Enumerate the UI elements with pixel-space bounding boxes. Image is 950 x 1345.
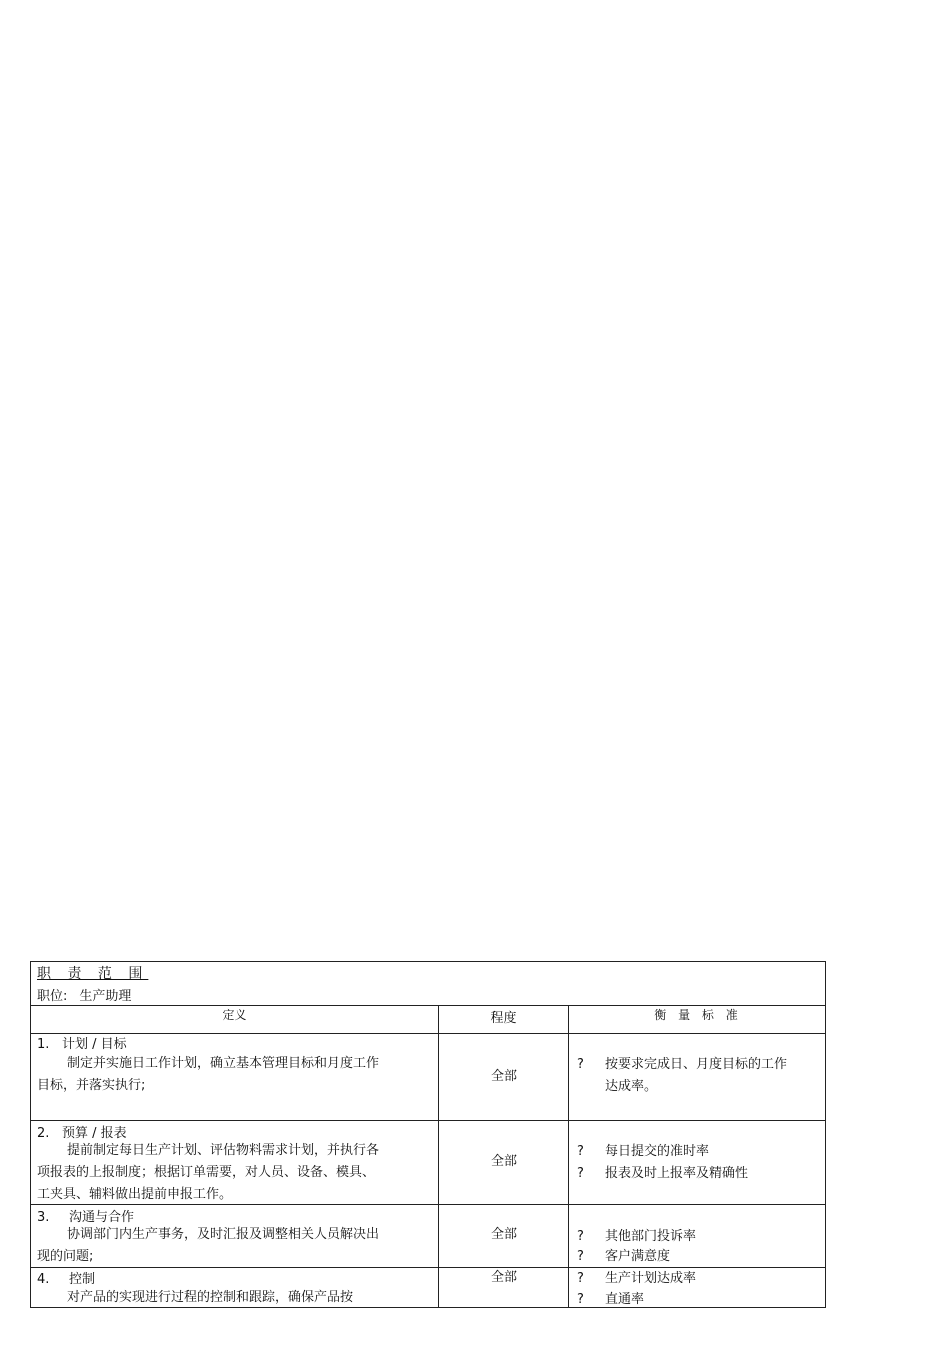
row-number: 3. <box>37 1210 50 1225</box>
criteria-item <box>577 1289 795 1311</box>
row-title-text: 沟通与合作 <box>69 1210 135 1225</box>
row-criteria <box>577 1226 795 1268</box>
row-title-text: 预算 / 报表 <box>62 1126 127 1141</box>
criteria-item <box>577 1268 795 1290</box>
criteria-text: 每日提交的准时率 <box>605 1144 710 1159</box>
table-title: 职 责 范 围 <box>37 966 149 982</box>
row-title <box>37 1206 134 1225</box>
row-divider <box>31 1120 825 1121</box>
row-divider <box>31 1033 825 1034</box>
row-definition: 提前制定每日生产计划、评估物料需求计划，并执行各项报表的上报制度；根据订单需要，对人员、设备、模具、工夹具、辅料做出提前申报工作。 <box>37 1143 380 1202</box>
row-definition: 对产品的实现进行过程的控制和跟踪，确保产品按 <box>67 1290 354 1305</box>
criteria-text: 报表及时上报率及精确性 <box>605 1166 749 1181</box>
row-definition: 制定并实施日工作计划，确立基本管理目标和月度工作目标，并落实执行; <box>37 1056 380 1093</box>
row-number: 1. <box>37 1037 50 1052</box>
row-criteria <box>577 1268 795 1311</box>
row-title-text: 计划 / 目标 <box>62 1037 127 1052</box>
position-label: 职位: <box>37 989 68 1004</box>
row-title-text: 控制 <box>69 1272 96 1287</box>
criteria-item <box>577 1246 795 1268</box>
criteria-item <box>577 1226 795 1248</box>
column-header-criteria: 衡 量 标 准 <box>654 1008 742 1022</box>
bullet-icon: ? <box>577 1057 584 1072</box>
criteria-item <box>577 1141 795 1163</box>
row-definition: 协调部门内生产事务，及时汇报及调整相关人员解决出现的问题; <box>37 1227 380 1264</box>
bullet-icon: ? <box>577 1166 584 1181</box>
position-line <box>37 985 131 1004</box>
criteria-text: 其他部门投诉率 <box>605 1229 697 1244</box>
criteria-text: 生产计划达成率 <box>605 1271 697 1286</box>
table-header <box>31 962 825 1006</box>
responsibility-table <box>30 961 826 1308</box>
bullet-icon: ? <box>577 1271 584 1286</box>
row-degree: 全部 <box>490 1270 517 1285</box>
criteria-text: 客户满意度 <box>605 1249 671 1264</box>
row-number: 4. <box>37 1272 50 1287</box>
criteria-text: 直通率 <box>605 1292 645 1307</box>
row-title <box>37 1033 127 1052</box>
criteria-text: 按要求完成日、月度目标的工作达成率。 <box>605 1057 788 1094</box>
row-degree: 全部 <box>490 1227 517 1242</box>
column-header-definition: 定义 <box>222 1008 247 1022</box>
position-value: 生产助理 <box>79 989 132 1004</box>
bullet-icon: ? <box>577 1229 584 1244</box>
row-title <box>37 1268 95 1287</box>
criteria-item <box>577 1054 795 1098</box>
row-degree: 全部 <box>490 1154 517 1169</box>
bullet-icon: ? <box>577 1144 584 1159</box>
bullet-icon: ? <box>577 1249 584 1264</box>
row-criteria <box>577 1141 795 1185</box>
bullet-icon: ? <box>577 1292 584 1307</box>
row-criteria <box>577 1054 795 1098</box>
column-header-degree: 程度 <box>490 1011 517 1026</box>
row-number: 2. <box>37 1126 50 1141</box>
row-degree: 全部 <box>490 1069 517 1084</box>
criteria-item <box>577 1163 795 1185</box>
row-title <box>37 1122 127 1141</box>
